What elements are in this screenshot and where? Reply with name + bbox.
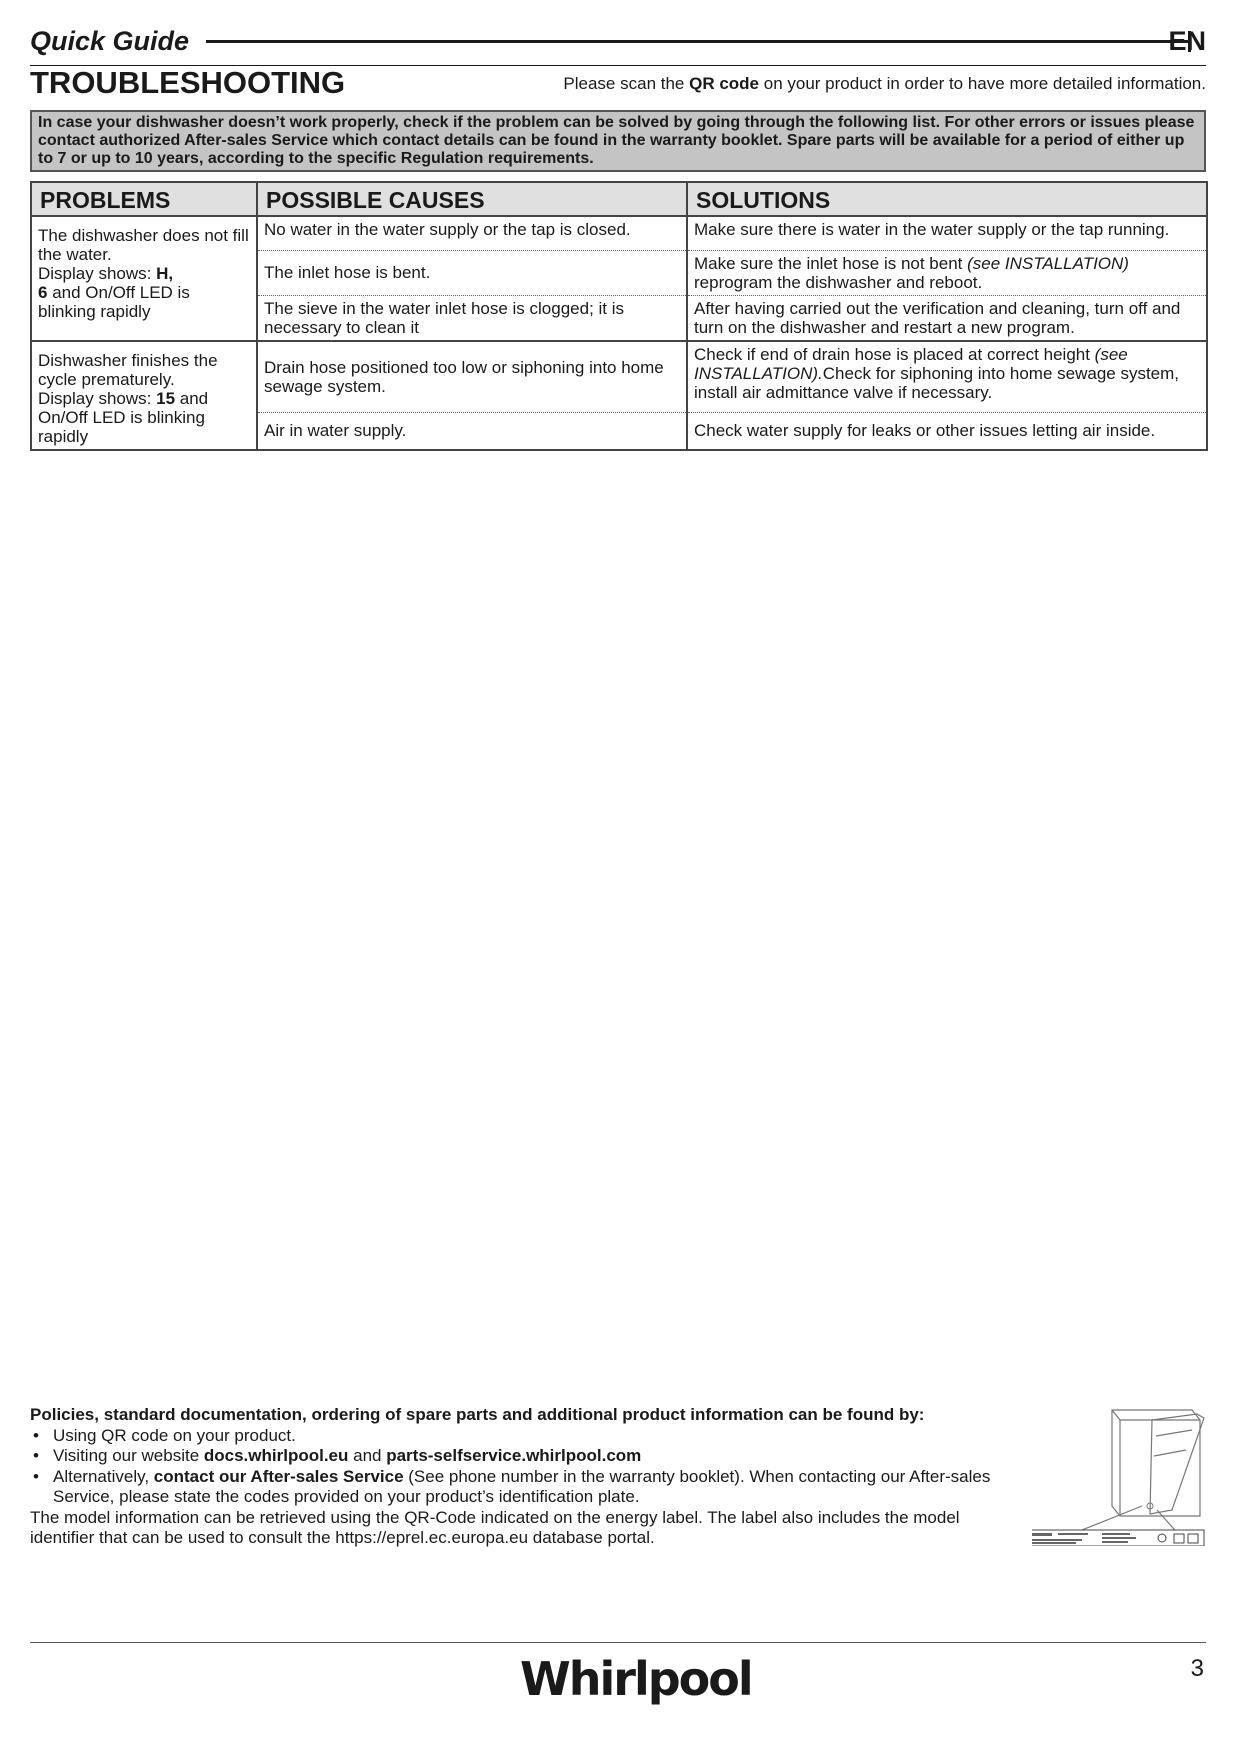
- solution-cell: After having carried out the verification and cleaning, turn off and turn on the dishwasher and restart a new program.: [687, 295, 1207, 341]
- solution-cell: [687, 250, 1207, 295]
- solution-cell: [687, 341, 1207, 413]
- solution-reference: (see INSTALLATION): [967, 253, 1129, 273]
- troubleshooting-table: [30, 181, 1208, 451]
- quick-guide-label: Quick Guide: [30, 26, 190, 56]
- info-text: (See phone number in the warranty booklet). When contacting our After-sales Service, please state the codes provided on your product’s identification plate.: [53, 1466, 991, 1506]
- header-causes: POSSIBLE CAUSES: [257, 182, 687, 216]
- scan-text-after: on your product in order to have more detailed information.: [759, 74, 1206, 93]
- cause-cell: Drain hose positioned too low or siphoning into home sewage system.: [257, 341, 687, 413]
- problem-code: H,: [156, 264, 174, 283]
- list-item: [30, 1446, 1010, 1467]
- info-list: [30, 1426, 1010, 1508]
- title-row: [30, 64, 1206, 102]
- cause-cell: No water in the water supply or the tap is closed.: [257, 216, 687, 250]
- problem-premature-finish: [31, 341, 257, 450]
- footer-rule: [30, 1642, 1206, 1643]
- language-code: EN: [1168, 26, 1206, 56]
- scan-text-before: Please scan the: [563, 74, 690, 93]
- whirlpool-logo: Whirlpool: [520, 1652, 752, 1706]
- problem-text: Dishwasher finishes the cycle prematurely.: [38, 350, 218, 389]
- info-bold-text: contact our After-sales Service: [153, 1466, 404, 1486]
- solution-cell: Make sure there is water in the water supply or the tap running.: [687, 216, 1207, 250]
- website-link-parts[interactable]: parts-selfservice.whirlpool.com: [386, 1446, 642, 1465]
- header-problems: PROBLEMS: [31, 182, 257, 216]
- solution-cell: Check water supply for leaks or other issues letting air inside.: [687, 412, 1207, 449]
- cause-cell: Air in water supply.: [257, 412, 687, 449]
- qr-scan-note: [563, 72, 1206, 96]
- info-heading: Policies, standard documentation, ordering of spare parts and additional product information can be found by:: [30, 1405, 925, 1424]
- list-item: [30, 1467, 1010, 1508]
- header-rule: [206, 40, 1188, 43]
- solution-text: Check if end of drain hose is placed at correct height: [694, 344, 1095, 364]
- cause-cell: The sieve in the water inlet hose is clogged; it is necessary to clean it: [257, 295, 687, 341]
- solution-text: Check for siphoning into home sewage system, install air admittance valve if necessary.: [694, 363, 1180, 402]
- problem-led-text: and On/Off LED is blinking rapidly: [38, 283, 190, 321]
- problem-code: 15: [156, 388, 176, 408]
- info-text: Alternatively,: [53, 1466, 154, 1486]
- table-row: [31, 216, 1207, 250]
- page-title: TROUBLESHOOTING: [30, 65, 346, 100]
- problem-text: The dishwasher does not fill the water.: [38, 226, 249, 264]
- header-solutions: SOLUTIONS: [687, 182, 1207, 216]
- solution-text: reprogram the dishwasher and reboot.: [694, 272, 983, 292]
- website-link-docs[interactable]: docs.whirlpool.eu: [203, 1446, 349, 1465]
- page-header: [30, 24, 1206, 58]
- problem-no-water: [31, 216, 257, 341]
- problem-code: 6: [38, 283, 48, 302]
- intro-box: In case your dishwasher doesn’t work properly, check if the problem can be solved by going through the following list. For other errors or issues please contact authorized After-sales Service which contact details can be found in the warranty booklet. Spare parts will be available for a period of either up to 7 or up to 10 years, according to the specific Regulation requirements.: [30, 110, 1206, 172]
- problem-led-text: and On/Off LED is blinking rapidly: [38, 388, 209, 446]
- problem-display-label: Display shows:: [38, 388, 157, 408]
- cause-cell: The inlet hose is bent.: [257, 250, 687, 295]
- info-text: Visiting our website: [53, 1446, 204, 1465]
- info-block: [30, 1405, 1010, 1549]
- info-text: and: [348, 1446, 387, 1465]
- solution-text: Make sure the inlet hose is not bent: [694, 253, 968, 273]
- page-number: 3: [1190, 1655, 1204, 1682]
- dishwasher-plate-illustration: [1032, 1406, 1206, 1546]
- list-item: • Using QR code on your product.: [30, 1426, 1010, 1447]
- table-header-row: [31, 182, 1207, 216]
- model-info-text: The model information can be retrieved using the QR-Code indicated on the energy label. The label also includes the model identifier that can be used to consult the https://eprel.ec.europa.eu database portal.: [30, 1507, 960, 1547]
- problem-display-label: Display shows:: [38, 264, 157, 283]
- scan-text-qr: QR code: [689, 74, 760, 93]
- solution-reference: (see INSTALLATION).: [694, 344, 1128, 383]
- table-row: [31, 341, 1207, 413]
